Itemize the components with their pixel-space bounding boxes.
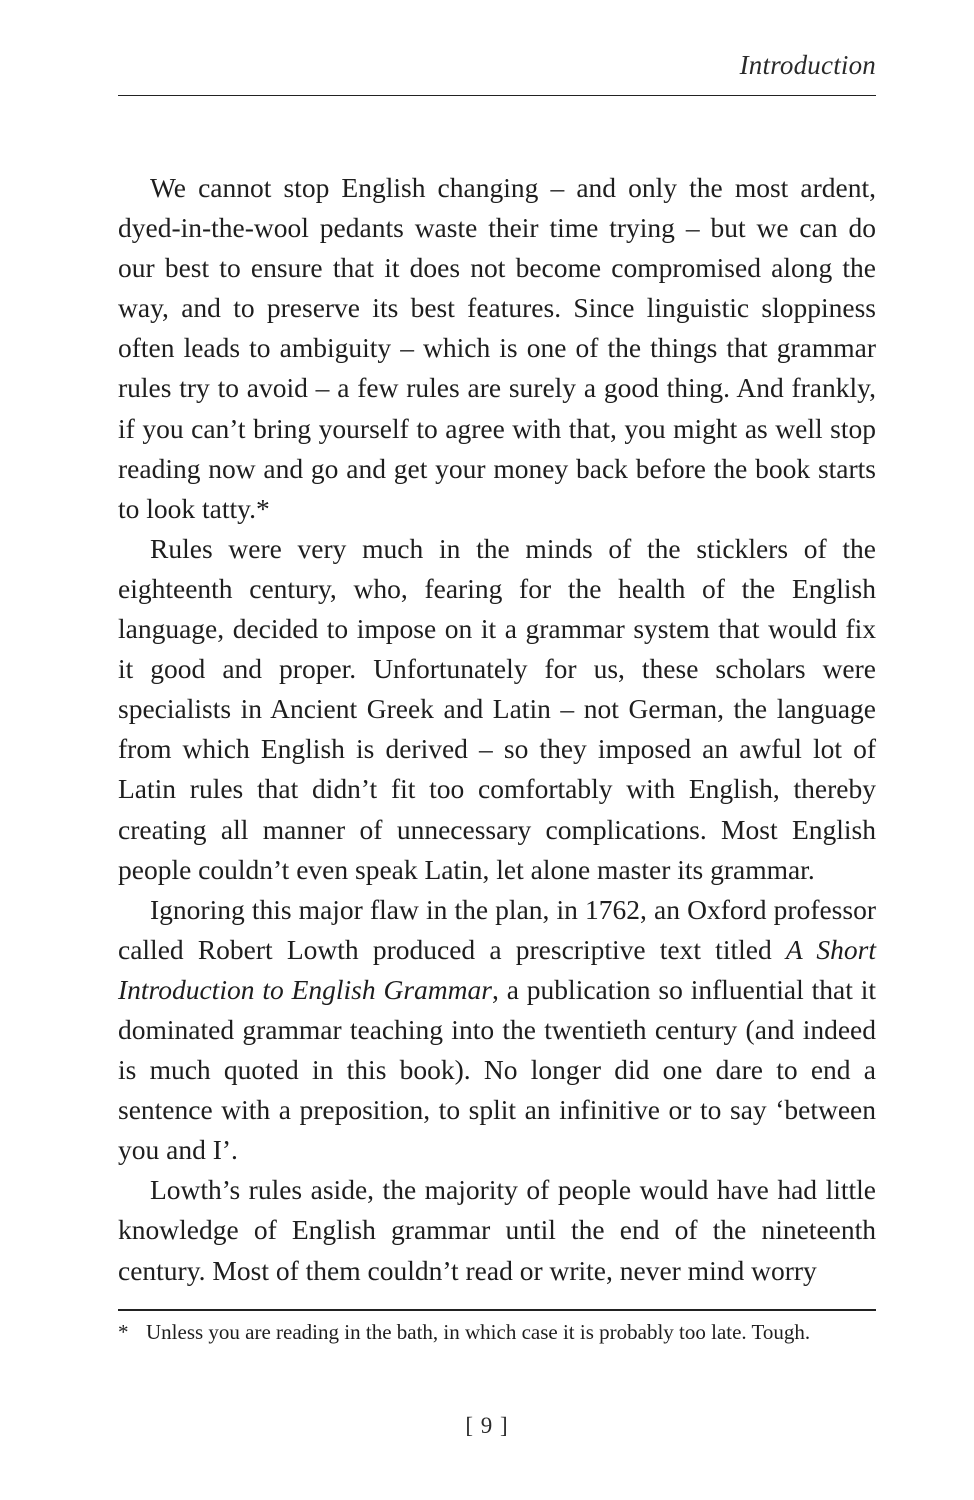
- paragraph-1: We cannot stop English changing – and only the most ardent, dyed-in-the-wool pedants waste their time trying – but we can do our best to ensure that it does not become compromised along the way, and to preserve its best features. Since linguistic sloppiness often leads to ambiguity – which is one of the things that grammar rules try to avoid – a few rules are surely a good thing. And frankly, if you can’t bring yourself to agree with that, you might as well stop reading now and go and get your money back before the book starts to look tatty.*: [118, 172, 876, 524]
- paragraph-3-text-start: Ignoring this major flaw in the plan, in 1762, an Oxford professor called Robert Lowth produced a prescriptive text titled: [118, 893, 876, 965]
- paragraph-4: Lowth’s rules aside, the majority of people would have had little knowledge of English grammar until the end of the nineteenth century. Most of them couldn’t read or write, never mind worry: [118, 1174, 876, 1286]
- body-text: [118, 168, 876, 1291]
- footnote: [118, 1317, 876, 1347]
- paragraph-3: [118, 890, 876, 1171]
- footnote-rule: [118, 1309, 876, 1311]
- book-title: A Short Introduction to English Grammar: [118, 933, 876, 1005]
- footnote-text: Unless you are reading in the bath, in which case it is probably too late. Tough.: [146, 1320, 811, 1344]
- paragraph-2: Rules were very much in the minds of the sticklers of the eighteenth century, who, fearing for the health of the English language, decided to impose on it a grammar system that would fix it good and proper. Unfortunately for us, these scholars were specialists in Ancient Greek and Latin – not German, the language from which English is derived – so they imposed an awful lot of Latin rules that didn’t fit too comfortably with English, thereby creating all manner of unnecessary complications. Most English people couldn’t even speak Latin, let alone master its grammar.: [118, 532, 876, 885]
- page-number: [ 9 ]: [465, 1413, 509, 1438]
- running-head: Introduction: [739, 50, 876, 80]
- footnote-marker: *: [118, 1320, 129, 1344]
- header-rule: [118, 95, 876, 96]
- paragraph-3-text-end: , a publication so influential that it dominated grammar teaching into the twentieth century (and indeed is much quoted in this book). No longer did one dare to end a sentence with a preposition, to split an infinitive or to say ‘between you and I’.: [118, 973, 876, 1166]
